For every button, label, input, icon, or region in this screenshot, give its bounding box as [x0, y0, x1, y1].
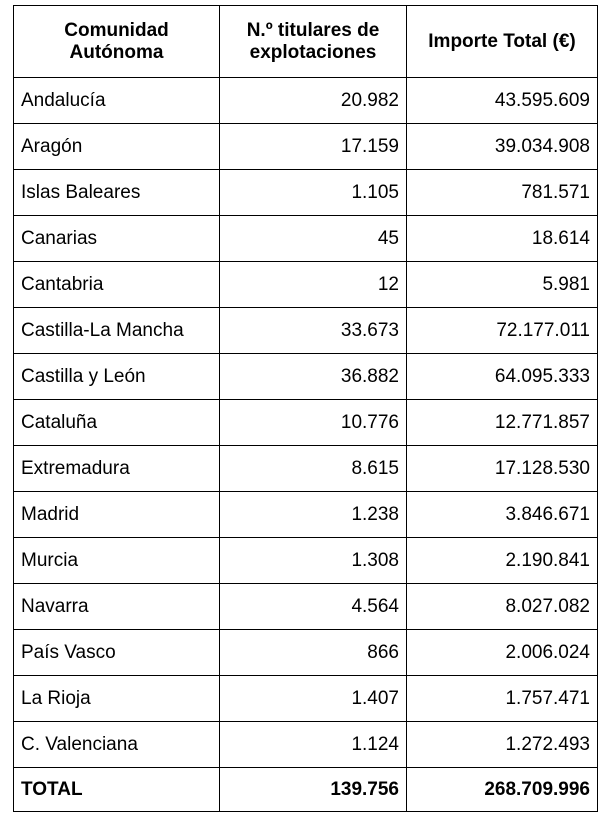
cell-holders: 10.776 — [220, 400, 407, 446]
cell-amount: 2.190.841 — [407, 538, 598, 584]
cell-amount: 3.846.671 — [407, 492, 598, 538]
cell-region: Cataluña — [14, 400, 220, 446]
total-label: TOTAL — [14, 768, 220, 812]
cell-amount: 1.757.471 — [407, 676, 598, 722]
cell-holders: 4.564 — [220, 584, 407, 630]
cell-holders: 36.882 — [220, 354, 407, 400]
total-holders: 139.756 — [220, 768, 407, 812]
cell-region: La Rioja — [14, 676, 220, 722]
cell-region: Castilla-La Mancha — [14, 308, 220, 354]
cell-amount: 18.614 — [407, 216, 598, 262]
table-row — [14, 492, 598, 538]
table-row — [14, 308, 598, 354]
cell-amount: 64.095.333 — [407, 354, 598, 400]
cell-holders: 1.407 — [220, 676, 407, 722]
table-row — [14, 676, 598, 722]
cell-holders: 17.159 — [220, 124, 407, 170]
cell-region: Canarias — [14, 216, 220, 262]
cell-region: C. Valenciana — [14, 722, 220, 768]
cell-holders: 1.105 — [220, 170, 407, 216]
cell-region: Extremadura — [14, 446, 220, 492]
table-row — [14, 538, 598, 584]
cell-amount: 12.771.857 — [407, 400, 598, 446]
cell-holders: 1.124 — [220, 722, 407, 768]
cell-region: Cantabria — [14, 262, 220, 308]
cell-region: Aragón — [14, 124, 220, 170]
table-row — [14, 446, 598, 492]
table-row — [14, 722, 598, 768]
cell-holders: 20.982 — [220, 78, 407, 124]
cell-region: Madrid — [14, 492, 220, 538]
cell-holders: 8.615 — [220, 446, 407, 492]
cell-region: País Vasco — [14, 630, 220, 676]
table-row — [14, 78, 598, 124]
cell-region: Islas Baleares — [14, 170, 220, 216]
header-holders: N.º titulares de explotaciones — [220, 6, 407, 78]
cell-amount: 72.177.011 — [407, 308, 598, 354]
header-region: Comunidad Autónoma — [14, 6, 220, 78]
cell-holders: 1.238 — [220, 492, 407, 538]
cell-amount: 39.034.908 — [407, 124, 598, 170]
total-row — [14, 768, 598, 812]
cell-region: Castilla y León — [14, 354, 220, 400]
cell-amount: 8.027.082 — [407, 584, 598, 630]
cell-holders: 45 — [220, 216, 407, 262]
cell-holders: 1.308 — [220, 538, 407, 584]
cell-region: Andalucía — [14, 78, 220, 124]
table-row — [14, 354, 598, 400]
cell-amount: 2.006.024 — [407, 630, 598, 676]
cell-region: Murcia — [14, 538, 220, 584]
data-table-container — [13, 5, 598, 812]
cell-holders: 33.673 — [220, 308, 407, 354]
data-table — [13, 5, 598, 812]
table-row — [14, 262, 598, 308]
table-row — [14, 124, 598, 170]
table-row — [14, 584, 598, 630]
cell-amount: 5.981 — [407, 262, 598, 308]
cell-amount: 43.595.609 — [407, 78, 598, 124]
cell-amount: 1.272.493 — [407, 722, 598, 768]
cell-region: Navarra — [14, 584, 220, 630]
total-amount: 268.709.996 — [407, 768, 598, 812]
cell-amount: 17.128.530 — [407, 446, 598, 492]
cell-holders: 866 — [220, 630, 407, 676]
table-row — [14, 400, 598, 446]
cell-holders: 12 — [220, 262, 407, 308]
table-header-row — [14, 6, 598, 78]
table-row — [14, 630, 598, 676]
table-row — [14, 170, 598, 216]
header-amount: Importe Total (€) — [407, 6, 598, 78]
cell-amount: 781.571 — [407, 170, 598, 216]
table-row — [14, 216, 598, 262]
